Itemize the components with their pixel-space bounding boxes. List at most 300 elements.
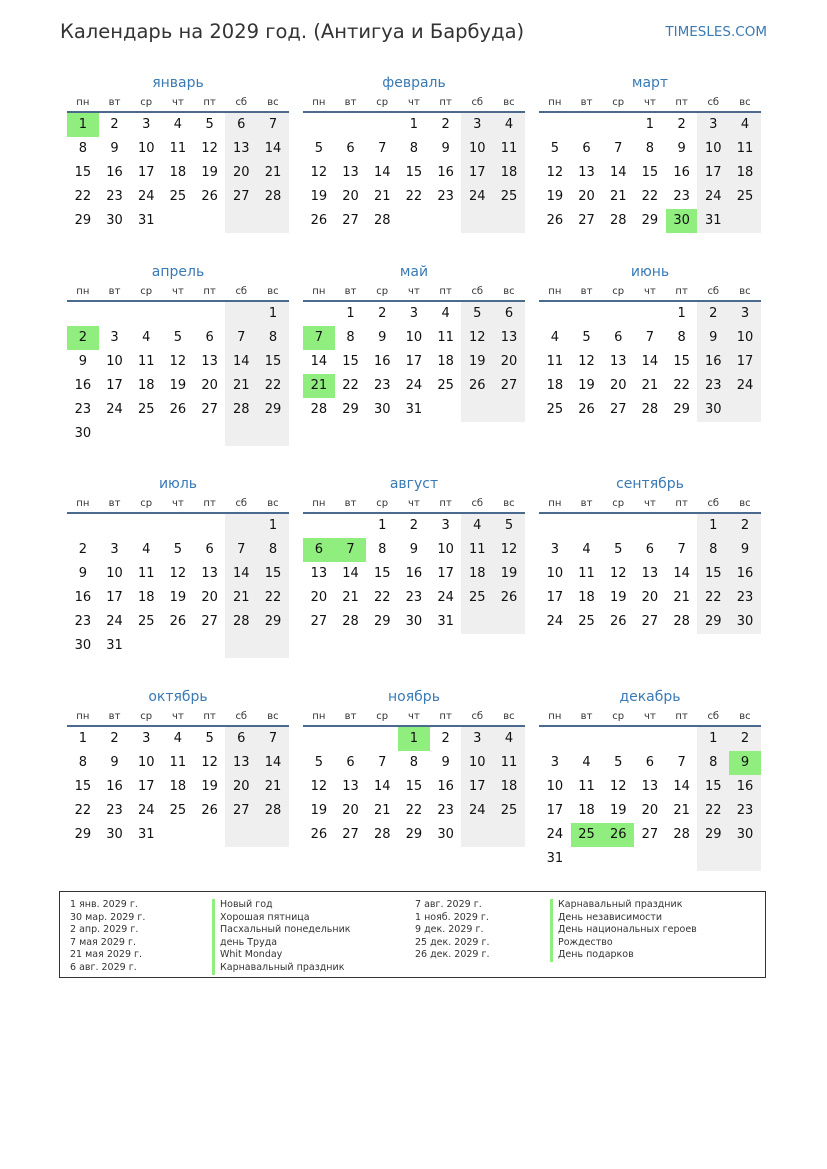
days-grid [539,113,761,233]
month-block [539,473,761,634]
weekday-label: сб [471,498,484,509]
day-cell: 17 [729,350,761,374]
legend-date: 21 мая 2029 г. [70,949,143,961]
day-cell: 13 [201,354,218,369]
day-cell: 17 [546,803,564,818]
weekday-label: пн [548,498,562,509]
legend-holiday-name: Хорошая пятница [212,912,351,925]
day-cell: 4 [173,731,183,746]
day-cell: 18 [137,378,155,393]
empty-cell [194,422,226,446]
weekday-label: пн [548,286,562,297]
day-cell: 10 [546,566,564,581]
day-cell: 9 [441,141,450,156]
empty-cell [225,422,257,446]
day-cell: 18 [437,354,454,369]
weekday-label: сб [707,711,720,722]
weekday-label: пт [675,498,688,509]
weekday-label: вт [344,498,357,509]
day-cell: 14 [225,562,257,586]
empty-cell [666,847,698,871]
month-block [67,72,289,233]
day-cell: 16 [729,562,761,586]
day-cell: 8 [78,141,87,156]
day-cell: 31 [546,851,564,866]
day-cell: 10 [546,779,564,794]
day-cell: 2 [78,542,87,557]
day-cell: 6 [346,141,355,156]
weekday-label: вт [580,97,593,108]
empty-cell [225,823,257,847]
empty-cell [539,727,571,751]
empty-cell [666,514,698,538]
day-cell: 16 [74,590,92,605]
month-block [303,261,525,422]
day-cell: 16 [74,378,92,393]
day-cell: 27 [641,614,659,629]
weekday-label: вс [739,286,751,297]
day-cell: 16 [437,779,454,794]
weekday-label: пн [76,97,90,108]
day-cell: 15 [373,566,391,581]
legend-date: 9 дек. 2029 г. [415,924,484,936]
day-cell: 23 [673,189,690,204]
month-name: апрель [151,264,205,280]
weekday-header [67,283,289,302]
day-cell: 31 [697,209,729,233]
day-cell: 13 [493,326,525,350]
weekday-header [539,708,761,727]
day-cell: 12 [169,354,187,369]
day-cell: 6 [205,330,214,345]
day-cell: 23 [697,374,729,398]
weekday-label: ср [376,97,389,108]
month-block [539,72,761,233]
day-cell: 5 [173,542,183,557]
empty-cell [602,514,634,538]
day-cell: 25 [169,803,187,818]
month-name: ноябрь [388,689,440,705]
day-cell: 28 [373,213,391,228]
day-cell: 14 [373,165,391,180]
empty-cell [194,634,226,658]
weekday-header [539,283,761,302]
legend-holiday-name: Карнавальный праздник [550,899,697,912]
month-name: февраль [382,75,446,91]
day-cell: 31 [137,827,155,842]
weekday-label: пн [76,711,90,722]
weekday-header [303,708,525,727]
weekday-label: чт [408,97,420,108]
weekday-label: пн [312,286,326,297]
day-cell: 12 [609,566,627,581]
day-cell: 22 [697,586,729,610]
weekday-label: сб [235,711,248,722]
day-cell: 3 [461,113,493,137]
empty-cell [225,302,257,326]
day-cell: 1 [409,117,419,132]
day-cell: 27 [342,213,359,228]
day-cell: 28 [310,402,328,417]
day-cell: 18 [493,161,525,185]
weekday-label: ср [140,286,153,297]
day-cell: 8 [677,330,686,345]
day-cell: 13 [609,354,627,369]
weekday-label: пн [312,498,326,509]
days-grid [303,727,525,847]
day-cell: 13 [342,165,359,180]
empty-cell [398,209,430,233]
day-cell: 17 [106,590,123,605]
weekday-label: ср [612,498,625,509]
day-cell: 25 [578,614,595,629]
legend-holiday-name: Рождество [550,937,697,950]
day-cell: 6 [346,755,355,770]
day-cell: 8 [346,330,355,345]
empty-cell [257,422,289,446]
day-cell: 6 [225,113,257,137]
day-cell: 26 [578,402,595,417]
day-cell: 4 [493,727,525,751]
day-cell: 2 [729,514,761,538]
day-cell: 21 [225,586,257,610]
empty-cell [493,398,525,422]
day-cell: 23 [106,189,123,204]
day-cell: 14 [673,779,690,794]
day-cell: 3 [461,727,493,751]
empty-cell [430,398,462,422]
legend-holiday-name: Карнавальный праздник [212,962,351,975]
day-cell: 28 [225,610,257,634]
day-cell: 4 [142,330,151,345]
day-cell: 19 [310,803,328,818]
month-block [67,473,289,658]
days-grid [539,302,761,422]
day-cell: 10 [729,326,761,350]
day-cell: 19 [493,562,525,586]
day-cell: 22 [373,590,391,605]
day-cell: 7 [378,755,387,770]
day-cell: 24 [697,185,729,209]
day-cell: 29 [405,827,423,842]
day-cell: 29 [697,610,729,634]
day-cell: 12 [310,165,328,180]
day-cell: 24 [137,803,155,818]
weekday-label: ср [140,97,153,108]
day-cell: 20 [201,378,218,393]
day-cell: 29 [641,213,659,228]
empty-cell [634,302,666,326]
legend-date: 7 мая 2029 г. [70,936,136,948]
weekday-label: пн [548,711,562,722]
empty-cell [162,634,194,658]
weekday-label: пн [76,498,90,509]
day-cell: 2 [729,727,761,751]
day-cell: 28 [673,827,690,842]
day-cell: 11 [169,141,187,156]
empty-cell [257,823,289,847]
day-cell: 26 [169,402,187,417]
day-cell: 24 [546,614,564,629]
day-cell: 28 [373,827,391,842]
day-cell: 30 [373,402,391,417]
days-grid [539,514,761,634]
day-cell: 18 [546,378,564,393]
empty-cell [225,634,257,658]
legend-holiday-name: День независимости [550,912,697,925]
empty-cell [99,302,131,326]
weekday-label: пт [203,498,216,509]
day-cell: 12 [461,326,493,350]
weekday-label: ср [376,498,389,509]
day-cell: 13 [342,779,359,794]
weekday-label: чт [644,498,656,509]
legend-holiday-name: Whit Monday [212,949,351,962]
day-cell: 16 [106,779,123,794]
day-cell: 1 [257,302,289,326]
day-cell: 10 [405,330,423,345]
day-cell: 25 [729,185,761,209]
day-cell: 24 [546,827,564,842]
day-cell: 24 [729,374,761,398]
day-cell: 22 [74,189,92,204]
day-cell: 3 [110,542,119,557]
legend-dates-right [415,899,490,962]
day-cell: 3 [550,542,559,557]
day-cell: 18 [169,779,187,794]
weekday-label: чт [408,498,420,509]
empty-cell [303,113,335,137]
empty-cell [571,302,603,326]
day-cell: 18 [461,562,493,586]
weekday-label: ср [376,711,389,722]
day-cell: 15 [641,165,659,180]
empty-cell [539,113,571,137]
empty-cell [225,514,257,538]
weekday-label: пн [312,711,326,722]
day-cell: 2 [110,731,119,746]
legend-date: 7 авг. 2029 г. [415,899,482,910]
day-cell: 5 [614,755,623,770]
day-cell: 20 [578,189,595,204]
day-cell: 26 [609,614,627,629]
empty-cell [634,847,666,871]
day-cell: 2 [378,306,387,321]
weekday-label: пт [675,286,688,297]
day-cell: 16 [697,350,729,374]
empty-cell [130,514,162,538]
day-cell: 22 [257,374,289,398]
day-cell: 1 [645,117,655,132]
weekday-label: пт [203,711,216,722]
weekday-label: пт [439,498,452,509]
empty-cell [130,422,162,446]
day-cell: 7 [225,538,257,562]
day-cell: 3 [697,113,729,137]
day-cell: 6 [614,330,623,345]
day-cell: 28 [225,398,257,422]
day-cell: 17 [106,378,123,393]
legend-date: 6 авг. 2029 г. [70,961,137,973]
day-cell: 22 [673,378,690,393]
weekday-label: вс [267,97,279,108]
day-cell: 30 [106,213,123,228]
day-cell: 23 [729,799,761,823]
day-cell: 11 [437,330,454,345]
day-cell: 21 [225,374,257,398]
weekday-header [539,495,761,514]
day-cell: 21 [673,803,690,818]
legend-date: 25 дек. 2029 г. [415,936,490,948]
weekday-label: вт [344,286,357,297]
day-cell: 26 [461,374,493,398]
day-cell: 30 [106,827,123,842]
day-cell: 23 [106,803,123,818]
day-cell: 18 [578,803,595,818]
day-cell: 14 [225,350,257,374]
day-cell: 27 [493,374,525,398]
weekday-header [67,495,289,514]
weekday-label: сб [707,498,720,509]
day-cell: 27 [609,402,627,417]
day-cell: 25 [137,614,155,629]
weekday-label: вт [580,286,593,297]
empty-cell [493,823,525,847]
day-cell: 2 [67,326,99,350]
day-cell: 25 [571,823,603,847]
weekday-label: вс [739,498,751,509]
day-cell: 7 [677,755,686,770]
legend-date: 2 апр. 2029 г. [70,924,139,936]
weekday-label: сб [707,286,720,297]
day-cell: 15 [697,775,729,799]
empty-cell [634,514,666,538]
day-cell: 19 [461,350,493,374]
day-cell: 9 [697,326,729,350]
weekday-label: вс [503,286,515,297]
day-cell: 22 [74,803,92,818]
day-cell: 19 [201,779,218,794]
day-cell: 19 [169,378,187,393]
weekday-header [303,283,525,302]
day-cell: 12 [201,141,218,156]
day-cell: 18 [137,590,155,605]
empty-cell [303,514,335,538]
empty-cell [571,847,603,871]
day-cell: 9 [677,141,686,156]
legend-date: 1 янв. 2029 г. [70,899,138,910]
day-cell: 3 [110,330,119,345]
day-cell: 18 [578,590,595,605]
day-cell: 26 [602,823,634,847]
day-cell: 21 [373,803,391,818]
empty-cell [194,302,226,326]
empty-cell [539,302,571,326]
day-cell: 19 [169,590,187,605]
day-cell: 16 [729,775,761,799]
days-grid [303,302,525,422]
day-cell: 8 [409,141,419,156]
day-cell: 17 [437,566,454,581]
day-cell: 4 [461,514,493,538]
weekday-label: сб [471,711,484,722]
weekday-header [303,94,525,113]
day-cell: 8 [697,538,729,562]
day-cell: 14 [373,779,391,794]
day-cell: 21 [257,775,289,799]
day-cell: 13 [578,165,595,180]
day-cell: 2 [409,518,419,533]
weekday-label: вс [267,286,279,297]
day-cell: 17 [461,775,493,799]
site-link[interactable]: TIMESLES.COM [665,24,767,40]
weekday-label: вт [108,97,121,108]
day-cell: 31 [106,638,123,653]
weekday-label: ср [612,97,625,108]
month-name: январь [152,75,204,91]
day-cell: 17 [405,354,423,369]
weekday-label: чт [408,711,420,722]
day-cell: 13 [641,779,659,794]
day-cell: 7 [378,141,387,156]
day-cell: 23 [74,614,92,629]
day-cell: 11 [578,779,595,794]
day-cell: 11 [578,566,595,581]
day-cell: 22 [405,189,423,204]
day-cell: 21 [303,374,335,398]
day-cell: 25 [493,799,525,823]
day-cell: 29 [257,398,289,422]
day-cell: 10 [106,354,123,369]
day-cell: 30 [74,426,92,441]
day-cell: 16 [106,165,123,180]
day-cell: 2 [677,117,686,132]
day-cell: 2 [441,731,450,746]
day-cell: 10 [697,137,729,161]
day-cell: 20 [609,378,627,393]
day-cell: 15 [74,165,92,180]
day-cell: 4 [142,542,151,557]
empty-cell [539,514,571,538]
day-cell: 12 [546,165,564,180]
month-block [67,261,289,446]
day-cell: 3 [729,302,761,326]
weekday-label: чт [172,97,184,108]
day-cell: 30 [729,610,761,634]
days-grid [539,727,761,871]
day-cell: 13 [225,137,257,161]
day-cell: 6 [225,727,257,751]
day-cell: 3 [142,731,151,746]
month-block [67,686,289,847]
month-block [303,686,525,847]
empty-cell [257,634,289,658]
empty-cell [335,514,367,538]
empty-cell [493,209,525,233]
empty-cell [729,398,761,422]
weekday-label: вт [580,498,593,509]
empty-cell [162,514,194,538]
weekday-label: ср [140,498,153,509]
legend-names-right [550,899,697,962]
day-cell: 26 [169,614,187,629]
empty-cell [194,823,226,847]
day-cell: 21 [373,189,391,204]
day-cell: 26 [201,803,218,818]
day-cell: 24 [405,378,423,393]
day-cell: 21 [641,378,659,393]
month-block [303,473,525,634]
